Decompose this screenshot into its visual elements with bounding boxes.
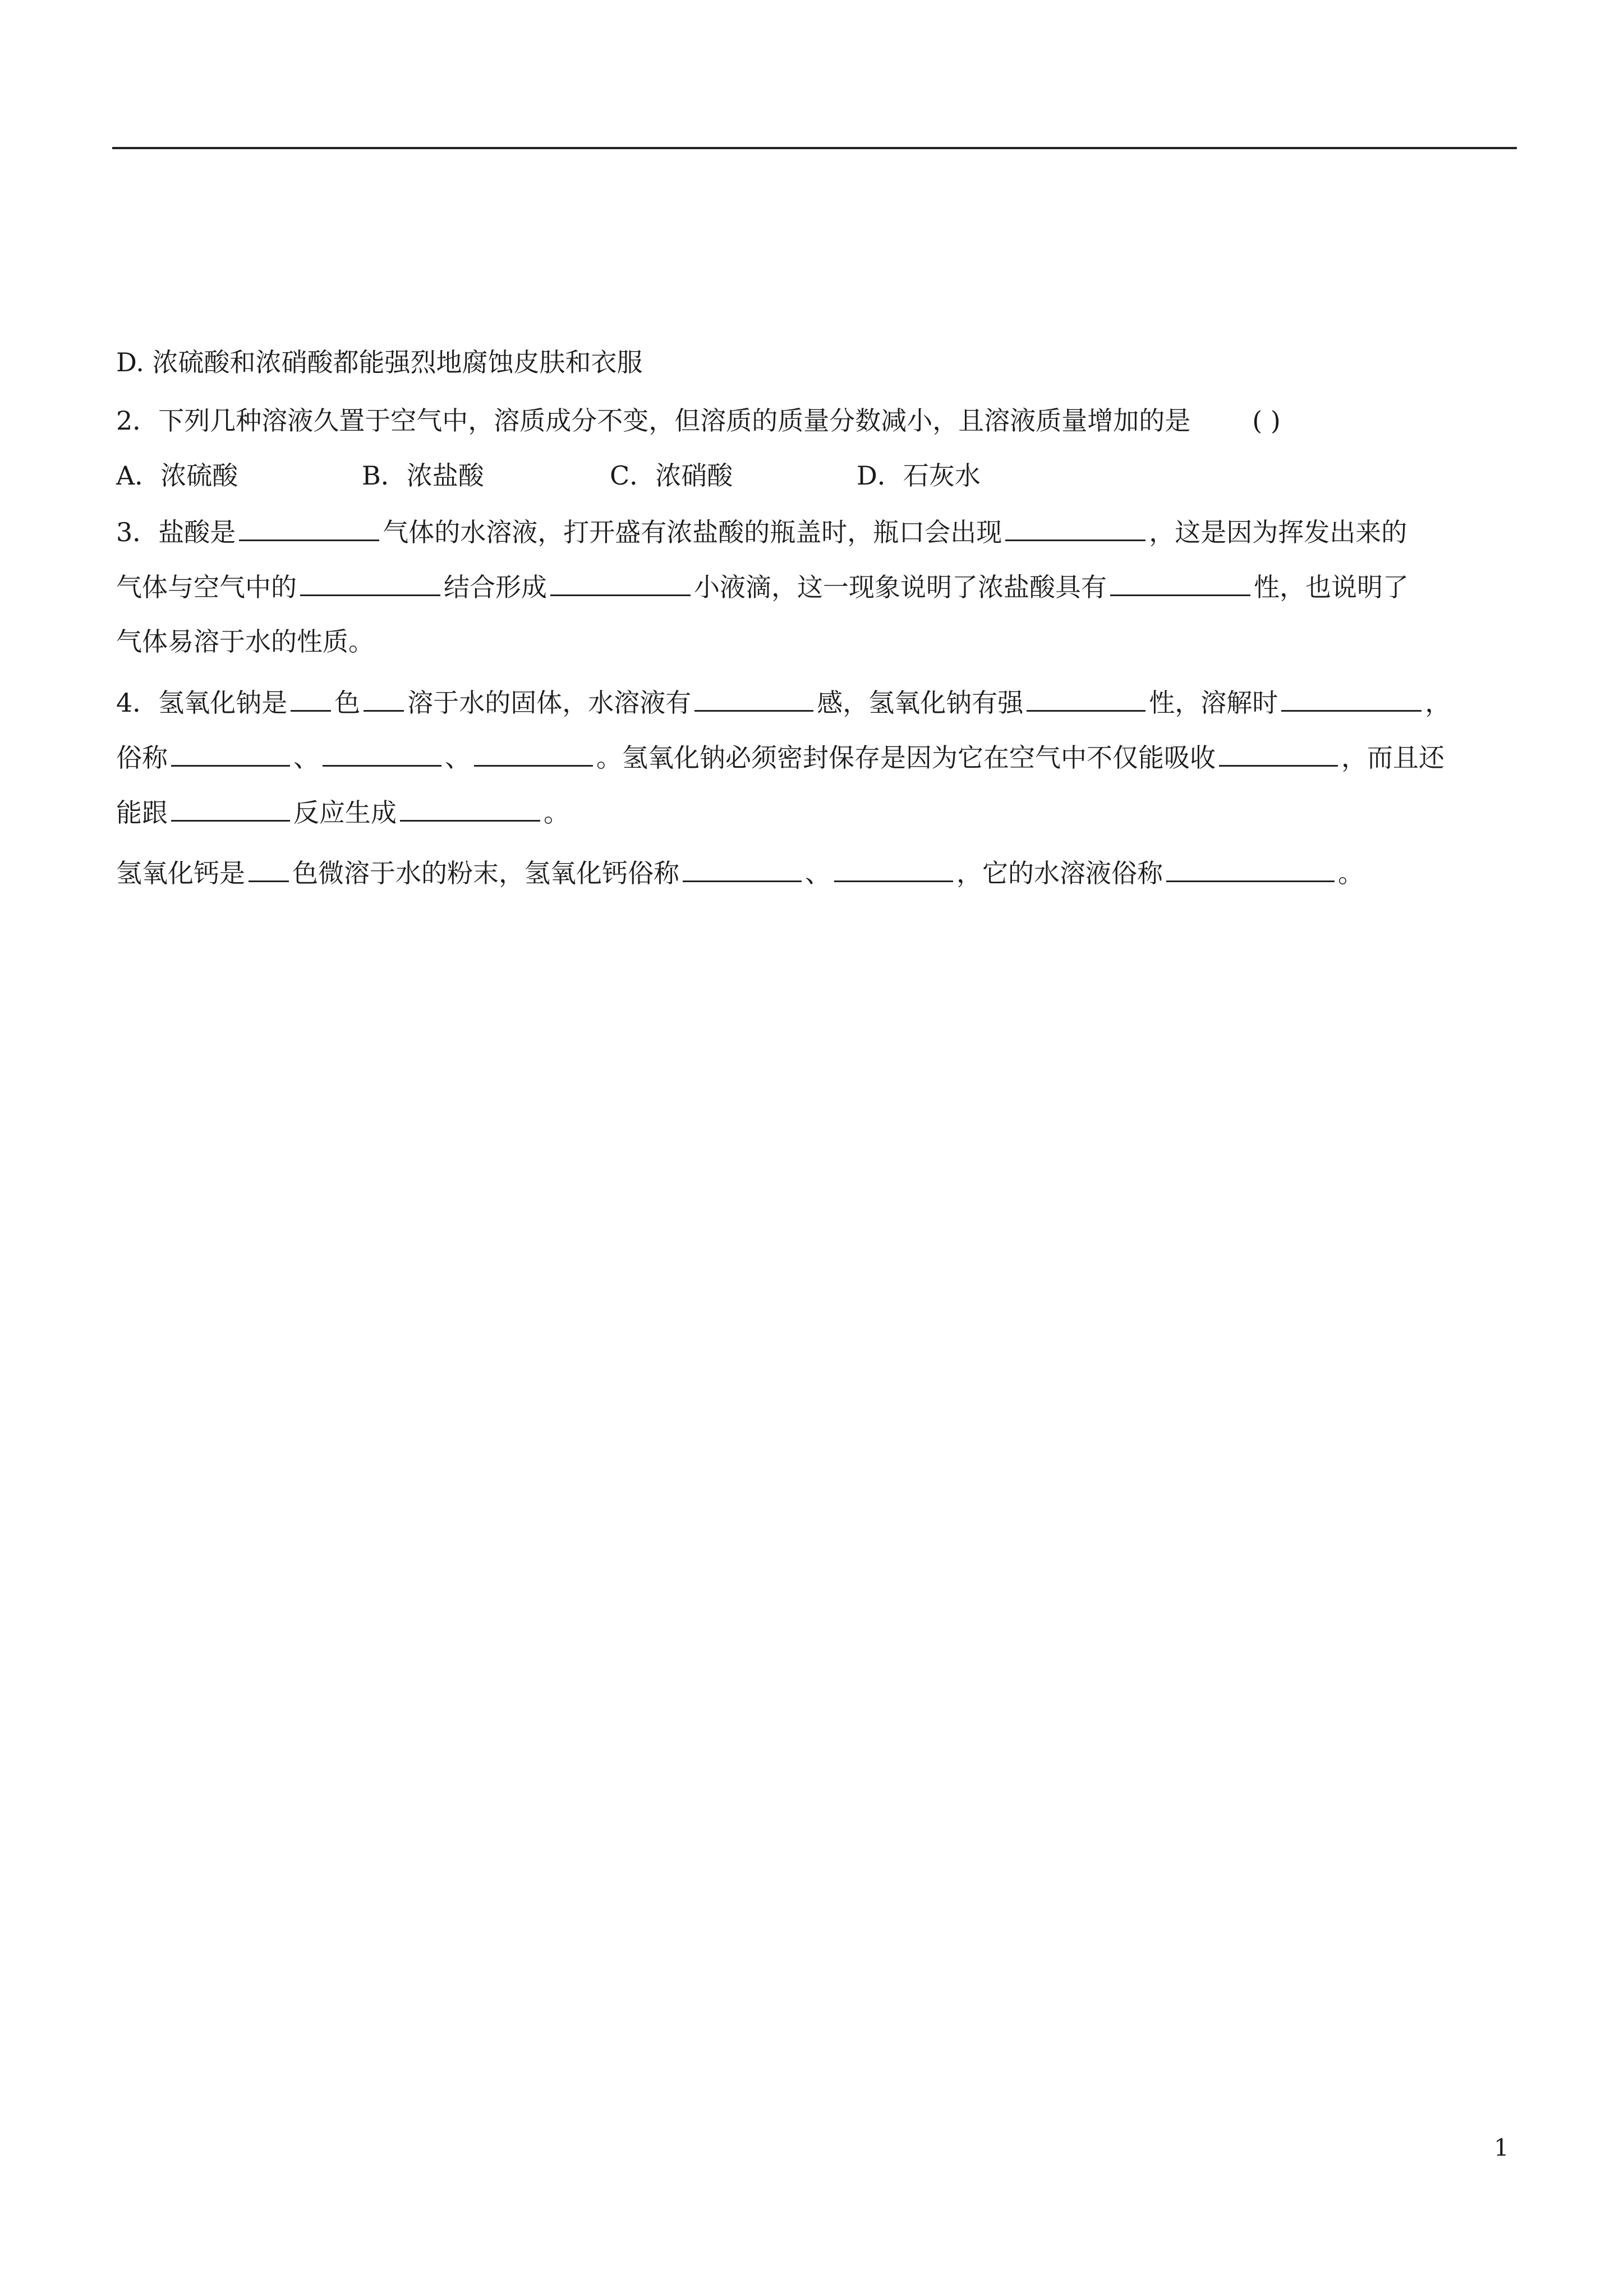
q3-text: 小液滴，这一现象说明了浓盐酸具有 xyxy=(694,572,1107,602)
answer-blank[interactable] xyxy=(300,570,440,596)
item-d: D. 浓硫酸和浓硝酸都能强烈地腐蚀皮肤和衣服 xyxy=(116,347,643,377)
option-d: D．石灰水 xyxy=(857,460,981,491)
answer-blank[interactable] xyxy=(683,856,802,882)
answer-blank[interactable] xyxy=(171,740,290,767)
q4-text: 感，氢氧化钠有强 xyxy=(817,688,1024,718)
option-b: B．浓盐酸 xyxy=(362,460,484,491)
q4-text: ，它的水溶液俗称 xyxy=(956,858,1163,888)
q3-text: 3．盐酸是 xyxy=(116,517,236,547)
question-4-line-4 xyxy=(116,856,1364,890)
q4-text: 溶于水的固体，水溶液有 xyxy=(407,688,692,718)
question-4-line-1 xyxy=(116,685,1451,720)
q3-text: ，这是因为挥发出来的 xyxy=(1149,517,1407,547)
question-3-line-3: 气体易溶于水的性质。 xyxy=(116,626,374,657)
q3-text: 结合形成 xyxy=(444,572,547,602)
answer-blank[interactable] xyxy=(364,685,404,712)
q4-text: 性，溶解时 xyxy=(1149,688,1278,718)
answer-blank[interactable] xyxy=(1027,685,1145,712)
answer-blank[interactable] xyxy=(694,685,813,712)
q4-text: 氢氧化钙是 xyxy=(116,858,245,888)
q4-text: 能跟 xyxy=(116,797,168,828)
answer-blank[interactable] xyxy=(1005,515,1145,541)
answer-blank[interactable] xyxy=(550,570,691,596)
question-3-line-1 xyxy=(116,515,1407,549)
question-3-line-2 xyxy=(116,570,1409,604)
q4-text: 色微溶于水的粉末，氢氧化钙俗称 xyxy=(292,858,679,888)
answer-blank[interactable] xyxy=(1110,570,1250,596)
answer-blank[interactable] xyxy=(1219,740,1338,767)
q3-text: 性，也说明了 xyxy=(1254,572,1409,602)
q4-text: ， xyxy=(1425,688,1451,718)
q4-text: 俗称 xyxy=(116,743,168,773)
answer-blank[interactable] xyxy=(474,740,593,767)
answer-blank[interactable] xyxy=(249,856,289,882)
answer-blank[interactable] xyxy=(239,515,379,541)
answer-blank[interactable] xyxy=(1166,856,1335,882)
answer-blank[interactable] xyxy=(400,795,540,822)
page-number: 1 xyxy=(1494,2134,1509,2161)
answer-blank[interactable] xyxy=(323,740,441,767)
question-4-line-2 xyxy=(116,740,1444,774)
header-rule xyxy=(112,147,1517,149)
q4-text: 、 xyxy=(805,858,831,888)
q2-stem: 2．下列几种溶液久置于空气中，溶质成分不变，但溶质的质量分数减小，且溶液质量增加的是 xyxy=(116,405,1191,436)
question-2 xyxy=(116,404,1281,437)
q4-text: 反应生成 xyxy=(293,797,397,828)
q4-text: 色 xyxy=(334,688,361,718)
q4-text: 。氢氧化钠必须密封保存是因为它在空气中不仅能吸收 xyxy=(596,743,1216,773)
option-c: C．浓硝酸 xyxy=(610,460,733,491)
question-4-line-3 xyxy=(116,795,569,829)
q3-text: 气体的水溶液，打开盛有浓盐酸的瓶盖时，瓶口会出现 xyxy=(383,517,1002,547)
option-a: A．浓硫酸 xyxy=(116,460,238,491)
answer-blank[interactable] xyxy=(1281,685,1421,712)
question-2-options xyxy=(116,459,981,492)
q4-text: 4．氢氧化钠是 xyxy=(116,688,288,718)
answer-blank[interactable] xyxy=(291,685,331,712)
q4-text: 、 xyxy=(293,743,319,773)
q4-text: 、 xyxy=(445,743,471,773)
answer-blank[interactable] xyxy=(834,856,953,882)
q4-text: 。 xyxy=(1338,858,1364,888)
q3-text: 气体与空气中的 xyxy=(116,572,297,602)
q4-text: 。 xyxy=(544,797,569,828)
q2-answer-bracket: ( ) xyxy=(1252,405,1281,436)
q4-text: ，而且还 xyxy=(1341,743,1444,773)
answer-blank[interactable] xyxy=(171,795,290,822)
